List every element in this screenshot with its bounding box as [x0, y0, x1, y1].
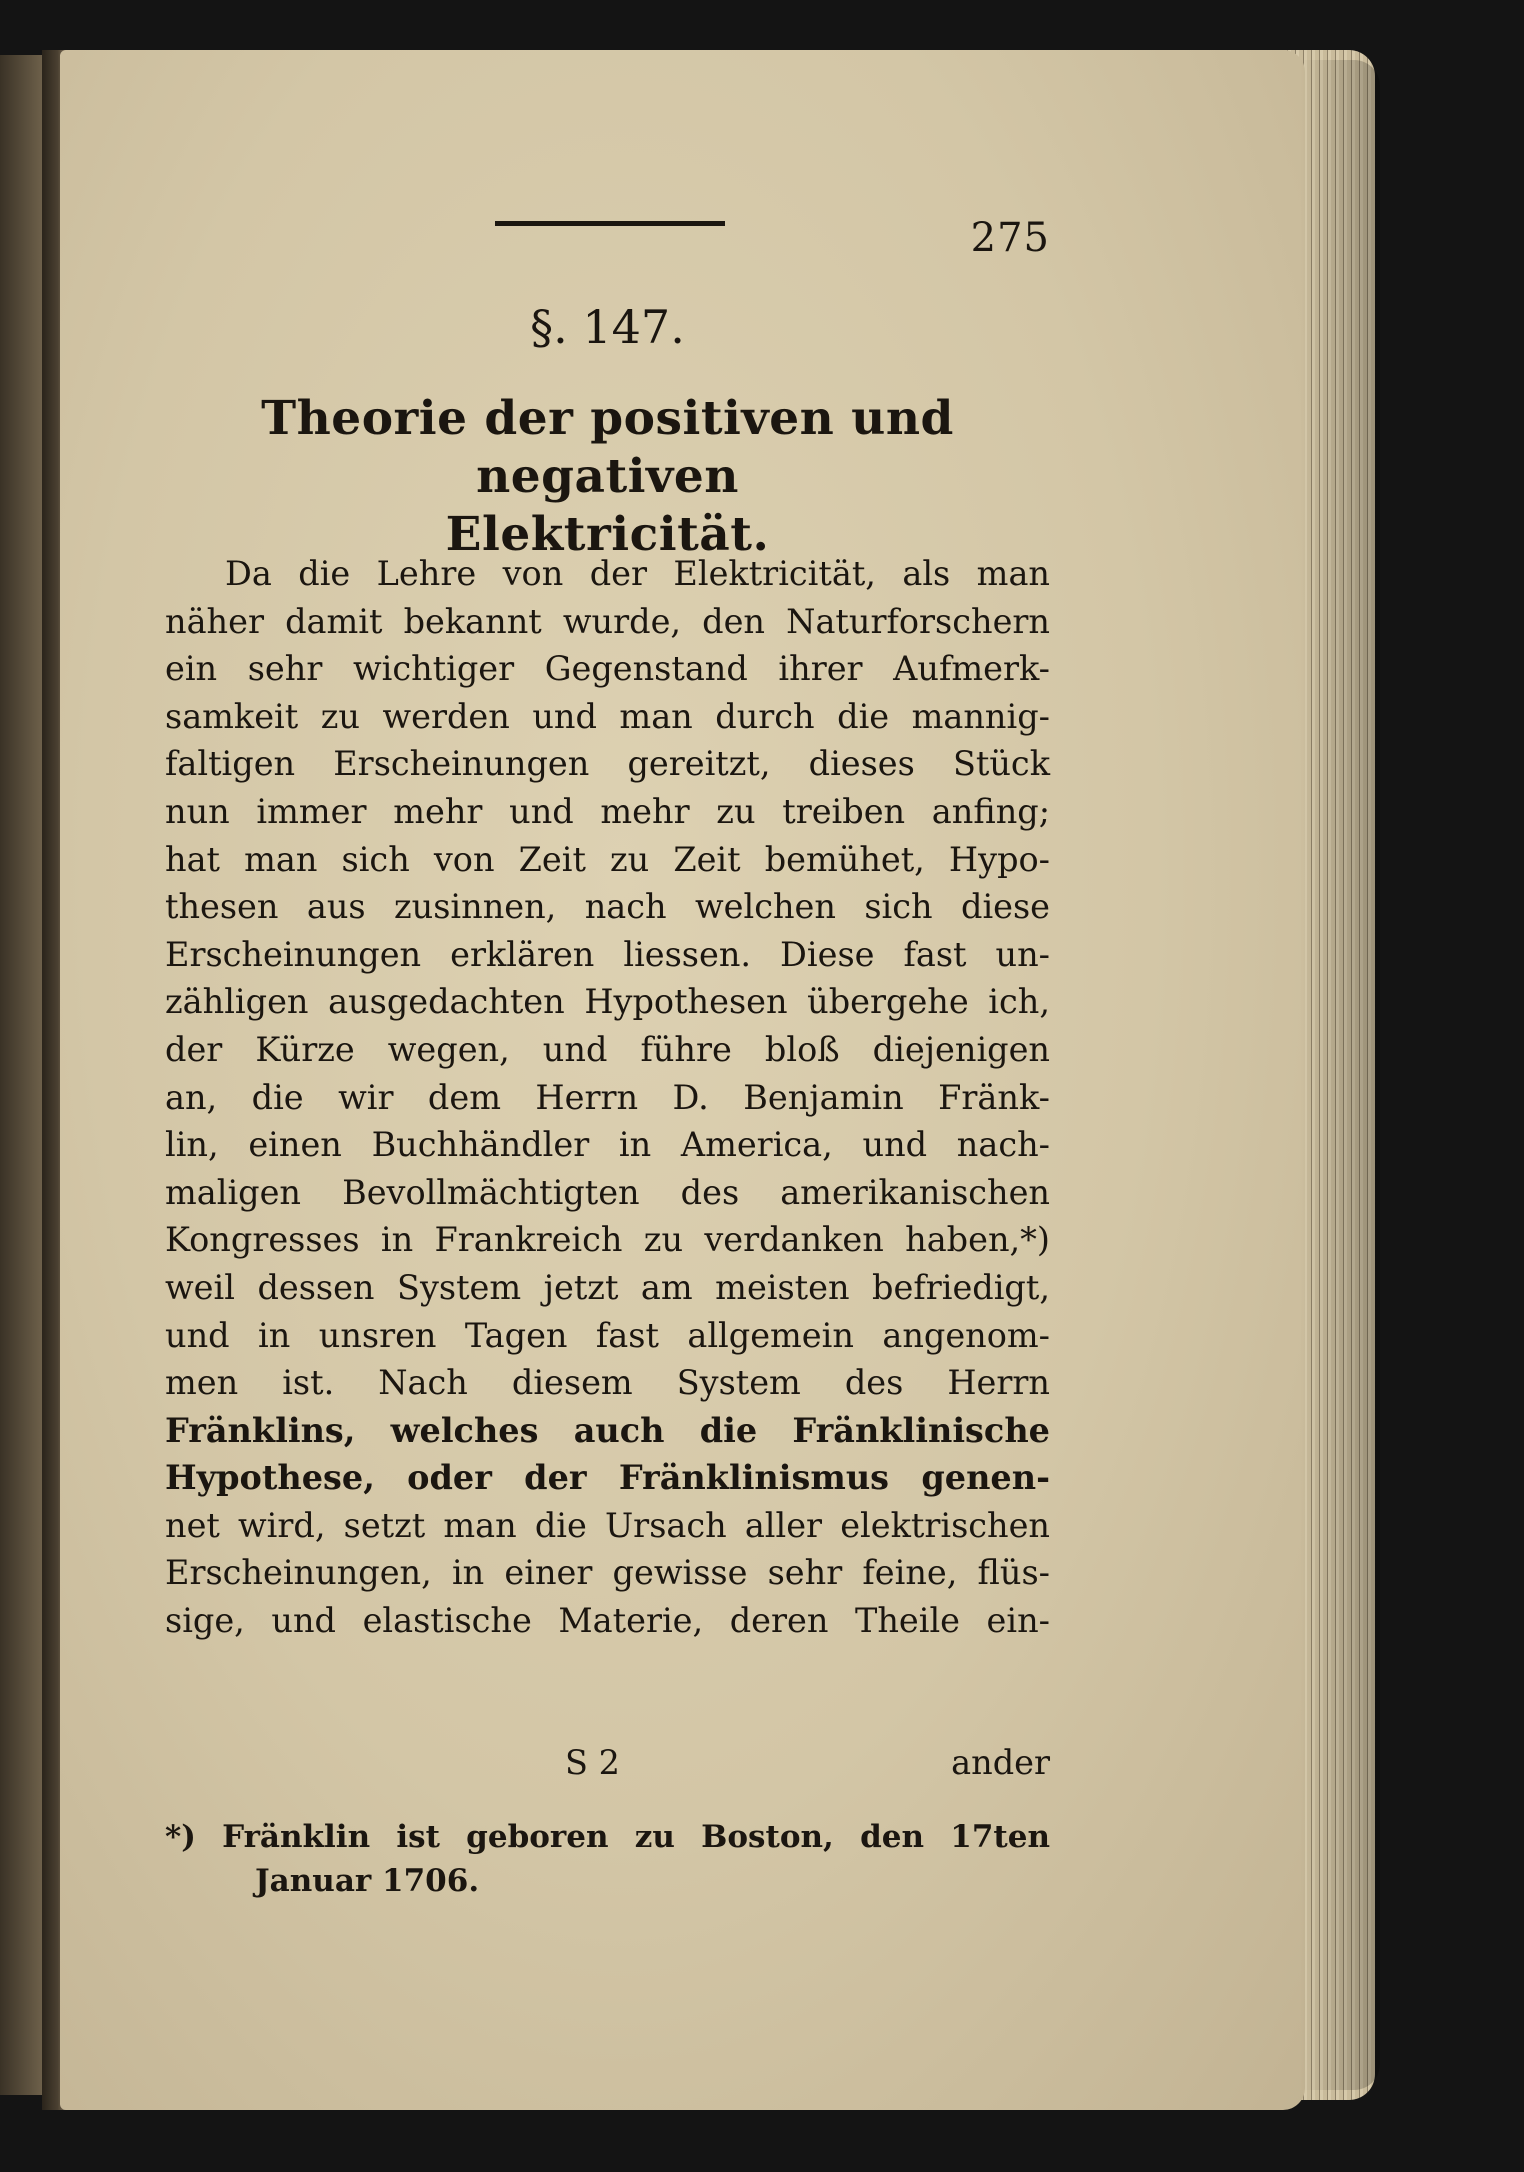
- header-rule: [495, 221, 725, 226]
- body-line: hat man sich von Zeit zu Zeit bemühet, Hypo-: [165, 839, 1050, 879]
- section-title: [165, 390, 1050, 564]
- body-line: lin, einen Buchhändler in America, und nach-: [165, 1125, 1050, 1165]
- body-line: thesen aus zusinnen, nach welchen sich diese: [165, 887, 1050, 927]
- footnote-line: Januar 1706.: [255, 1863, 480, 1899]
- body-line: Hypothese, oder der Fränklinismus genen-: [165, 1458, 1050, 1498]
- body-line: samkeit zu werden und man durch die mannig-: [165, 696, 1050, 736]
- footnote: [165, 1815, 1050, 1903]
- page-number: 275: [970, 215, 1050, 261]
- page-shadow: [1300, 60, 1380, 2090]
- body-line: maligen Bevollmächtigten des amerikanischen: [165, 1172, 1050, 1212]
- body-line: sige, und elastische Materie, deren Theile ein-: [165, 1601, 1050, 1641]
- footnote-line: *) Fränklin ist geboren zu Boston, den 17ten: [165, 1819, 1050, 1855]
- body-line: der Kürze wegen, und führe bloß diejenigen: [165, 1029, 1050, 1069]
- body-line: an, die wir dem Herrn D. Benjamin Fränk-: [165, 1077, 1050, 1117]
- body-line: Fränklins, welches auch die Fränklinische: [165, 1410, 1050, 1450]
- body-line: zähligen ausgedachten Hypothesen übergehe ich,: [165, 982, 1050, 1022]
- body-line: Erscheinungen erklären liessen. Diese fast un-: [165, 934, 1050, 974]
- catchword: ander: [951, 1743, 1050, 1782]
- title-line: Theorie der positiven und negativen: [261, 391, 954, 504]
- body-line: nun immer mehr und mehr zu treiben anfing;: [165, 791, 1050, 831]
- body-line: Da die Lehre von der Elektricität, als man: [225, 554, 1050, 593]
- body-line: men ist. Nach diesem System des Herrn: [165, 1363, 1050, 1403]
- body-line: Kongresses in Frankreich zu verdanken haben,*): [165, 1220, 1050, 1260]
- body-line: net wird, setzt man die Ursach aller elektrischen: [165, 1505, 1050, 1545]
- body-text: [165, 550, 1050, 1645]
- title-line: Elektricität.: [445, 507, 770, 562]
- body-line: näher damit bekannt wurde, den Naturforschern: [165, 601, 1050, 641]
- body-line: Erscheinungen, in einer gewisse sehr feine, flüs-: [165, 1553, 1050, 1593]
- body-line: faltigen Erscheinungen gereitzt, dieses Stück: [165, 744, 1050, 784]
- body-line: weil dessen System jetzt am meisten befriedigt,: [165, 1267, 1050, 1307]
- body-line: und in unsren Tagen fast allgemein angenom-: [165, 1315, 1050, 1355]
- section-number: §. 147.: [530, 300, 685, 354]
- body-line: ein sehr wichtiger Gegenstand ihrer Aufmerk-: [165, 649, 1050, 689]
- signature-mark: S 2: [565, 1743, 620, 1782]
